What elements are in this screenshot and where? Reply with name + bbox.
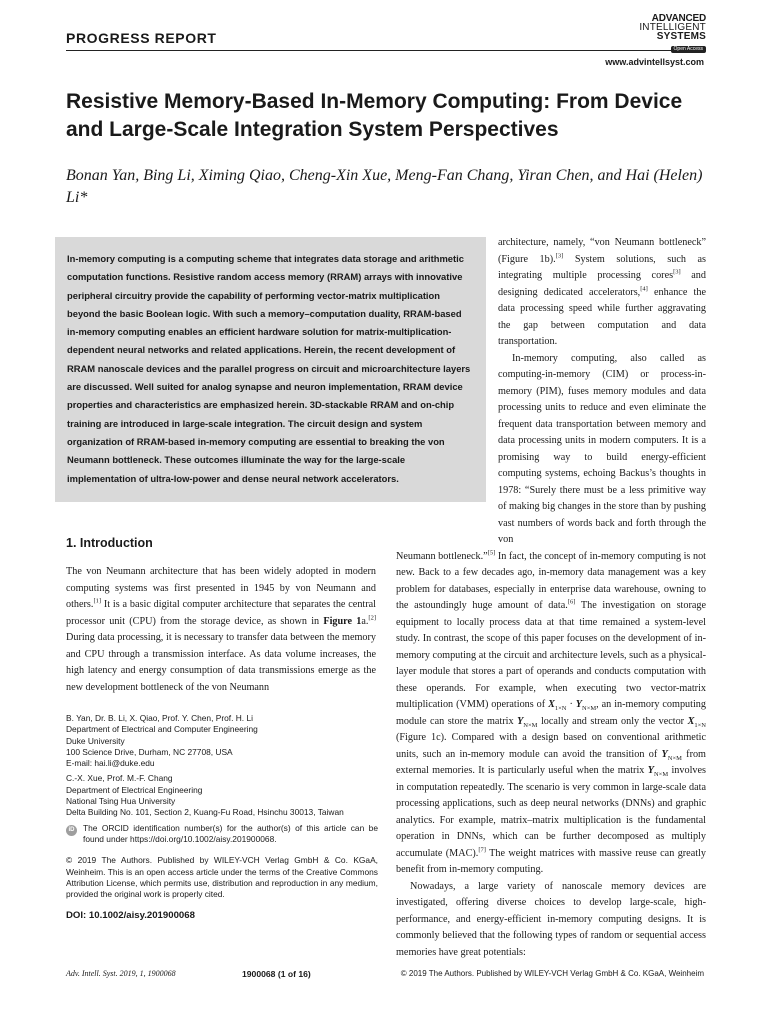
math-symbol: X bbox=[548, 699, 555, 710]
body-paragraph bbox=[498, 235, 706, 351]
math-symbol: Y bbox=[647, 765, 654, 776]
affiliation-line: 100 Science Drive, Durham, NC 27708, USA bbox=[66, 746, 233, 757]
logo-line-1: ADVANCED bbox=[651, 13, 706, 24]
citation-link[interactable]: [5] bbox=[487, 549, 496, 557]
citation-link[interactable]: [3] bbox=[555, 252, 564, 260]
affiliation-email[interactable]: E-mail: hai.li@duke.edu bbox=[66, 758, 155, 769]
affiliations bbox=[66, 713, 378, 922]
affiliation-line: Delta Building No. 101, Section 2, Kuang-Fu Road, Hsinchu 30013, Taiwan bbox=[66, 807, 344, 818]
body-text: and designing dedicated accelerators, bbox=[498, 270, 706, 298]
orcid-text[interactable]: The ORCID identification number(s) for the author(s) of this article can be found under https://doi.org/10.1002/aisy.201900068. bbox=[83, 822, 378, 844]
body-text: The investigation on storage equipment to locally process data at that time remained a system-level study. In contrast, the scope of this paper focuses on the development of in-memory computing at the circuit and architecture levels, such as a physical-layer module that stores a part of operands and conducts computation with these operands. For example, when executing two vector-matrix multiplication (VMM) operations of bbox=[396, 600, 706, 710]
body-text: Neumann bottleneck.” bbox=[396, 550, 488, 562]
math-symbol: X bbox=[687, 715, 695, 727]
footer-citation-text: Adv. Intell. Syst. 2019, 1, 1900068 bbox=[66, 969, 176, 978]
affiliation-line: National Tsing Hua University bbox=[66, 796, 176, 807]
math-subscript: N×M bbox=[667, 754, 682, 762]
math-subscript: N×M bbox=[653, 771, 669, 779]
header-rule bbox=[66, 50, 704, 51]
footer-page-number: 1900068 (1 of 16) bbox=[242, 969, 311, 979]
section-heading-introduction: 1. Introduction bbox=[66, 536, 153, 550]
journal-website-link[interactable]: www.advintellsyst.com bbox=[605, 57, 704, 67]
open-access-badge: Open Access bbox=[671, 46, 706, 53]
body-paragraph: Nowadays, a large variety of nanoscale memory devices are investigated, offering diverse choices to develop large-scale, high-performance, and energy-efficient in-memory computing designs. It is commonly believed that the following types of random or sequential access memories have great potentials: bbox=[396, 880, 706, 958]
journal-logo bbox=[634, 14, 706, 53]
author-list: Bonan Yan, Bing Li, Ximing Qiao, Cheng-Xin Xue, Meng-Fan Chang, Yiran Chen, and Hai (Helen) Li* bbox=[66, 167, 703, 206]
section-label: PROGRESS REPORT bbox=[66, 30, 217, 46]
abstract-text: In-memory computing is a computing scheme that integrates data storage and arithmetic computation functions. Resistive random access memory (RRAM) arrays with innovative peripheral circuitry provide the capability of performing vector-matrix multiplication beyond the basic Boolean logic. With such a memory–computation duality, RRAM-based in-memory computing enables an efficient hardware solution for matrix-multiplication-dependent neural networks and related applications. Herein, the recent development of RRAM nanoscale devices and the parallel progress on circuit and microarchitecture layers are discussed. Well suited for analog synapse and neuron implementation, RRAM device properties and characteristics are emphasized herein. 3D-stackable RRAM and on-chip training are introduced in large-scale integration. The circuit design and system organization of RRAM-based in-memory computing are essential to breaking the von Neumann bottleneck. These outcomes illuminate the way for the large-scale implementation of ultra-low-power and dense neural network accelerators. bbox=[67, 253, 471, 484]
citation-link[interactable]: [4] bbox=[640, 285, 648, 293]
body-text: from external memories. It is particularly useful when the matrix bbox=[396, 748, 706, 776]
affiliation-line: Department of Electrical and Computer Engineering bbox=[66, 724, 258, 735]
orcid-icon: iD bbox=[66, 825, 77, 836]
citation-link[interactable]: [6] bbox=[567, 598, 576, 606]
math-operator: · bbox=[566, 699, 576, 710]
body-text: (Figure 1c). Compared with a design based on conventional arithmetic units, such an in-memory module can avoid the transition of bbox=[396, 732, 706, 760]
body-paragraph bbox=[396, 549, 706, 879]
figure-link[interactable]: Figure 1 bbox=[323, 615, 362, 627]
math-subscript: 1×N bbox=[554, 705, 567, 713]
intro-text: During data processing, it is necessary to transfer data between the memory and CPU through a transmission interface. As data volume increases, the high latency and energy consumption of data transmissions emerge as the new development bottleneck of the von Neumann bbox=[66, 632, 376, 693]
math-symbol: Y bbox=[517, 715, 524, 727]
right-column bbox=[396, 235, 706, 961]
footer-citation bbox=[66, 969, 176, 978]
math-symbol: Y bbox=[661, 748, 668, 760]
body-text: The weight matrices with massive reuse can greatly benefit from in-memory computing. bbox=[396, 847, 706, 875]
math-subscript: N×M bbox=[523, 721, 538, 729]
body-text: locally and stream only the vector bbox=[537, 715, 688, 727]
body-text: involves in computation repeatedly. The scenario is very common in large-scale data processing applications, such as deep neural networks (DNNs) and graphic analytics. For example, matrix–matrix multiplication is the fundamental operation in DNNs, which can be further decomposed as multiply accumulate (MAC). bbox=[396, 765, 706, 859]
affiliation-line: C.-X. Xue, Prof. M.-F. Chang bbox=[66, 773, 173, 784]
affiliation-nthu bbox=[66, 773, 378, 818]
math-symbol: Y bbox=[575, 699, 583, 710]
intro-text: It is a basic digital computer architecture that separates the central processor unit (CPU) from the storage device, as shown in bbox=[66, 599, 376, 627]
citation-link[interactable]: [2] bbox=[368, 614, 376, 622]
logo-line-2: INTELLIGENT bbox=[639, 22, 706, 33]
affiliation-line: B. Yan, Dr. B. Li, X. Qiao, Prof. Y. Chen, Prof. H. Li bbox=[66, 713, 253, 723]
intro-text: a. bbox=[361, 615, 369, 627]
intro-text: The von Neumann architecture that has been widely adopted in modern computing systems was first presented in 1945 by von Neumann and others. bbox=[66, 566, 376, 610]
citation-link[interactable]: [1] bbox=[93, 597, 102, 605]
article-title: Resistive Memory-Based In-Memory Computing: From Device and Large-Scale Integration System Perspectives bbox=[66, 90, 683, 141]
body-text: System solutions, such as integrating multiple processing cores bbox=[498, 253, 706, 281]
body-paragraph: In-memory computing, also called as computing-in-memory (CIM) or process-in-memory (PIM), fuses memory modules and data processing units to reduce and even eliminate the frequent data transportation between memory and data processing units in modern computers. It is a promising way to build energy-efficient computing systems, echoing Backus’s thoughts in 1978: “Surely there must be a less primitive way of making big changes in the store than by pushing vast numbers of words back and forth through the von bbox=[498, 352, 706, 545]
logo-line-3: SYSTEMS bbox=[656, 31, 706, 42]
body-text: In fact, the concept of in-memory computing is not new. Back to a few decades ago, in-memory data management was a key problem for databases, especially in enterprise data warehouse, owning to the astoundingly huge amount of data. bbox=[396, 550, 706, 611]
body-text: , an in-memory computing module can store the matrix bbox=[396, 699, 706, 727]
license-text: © 2019 The Authors. Published by WILEY-VCH Verlag GmbH & Co. KGaA, Weinheim. This is an open access article under the terms of the Creative Commons Attribution License, which permits use, distribution and reproduction in any medium, provided the original work is properly cited. bbox=[66, 855, 378, 900]
intro-paragraph bbox=[66, 564, 376, 696]
doi-link[interactable]: DOI: 10.1002/aisy.201900068 bbox=[66, 910, 195, 922]
math-subscript: N×M bbox=[582, 705, 597, 713]
affiliation-duke bbox=[66, 713, 378, 769]
affiliation-line: Department of Electrical Engineering bbox=[66, 784, 203, 795]
body-text: enhance the data processing speed while further aggravating the gap between computation and data transportation. bbox=[498, 286, 706, 347]
citation-link[interactable]: [7] bbox=[478, 846, 486, 854]
citation-link[interactable]: [3] bbox=[673, 268, 681, 276]
body-text: architecture, namely, “von Neumann bottleneck” (Figure 1b). bbox=[498, 237, 706, 265]
orcid-note bbox=[66, 823, 378, 846]
footer-copyright: © 2019 The Authors. Published by WILEY-VCH Verlag GmbH & Co. KGaA, Weinheim bbox=[400, 969, 704, 978]
math-subscript: 1×N bbox=[694, 721, 706, 729]
affiliation-line: Duke University bbox=[66, 735, 125, 746]
